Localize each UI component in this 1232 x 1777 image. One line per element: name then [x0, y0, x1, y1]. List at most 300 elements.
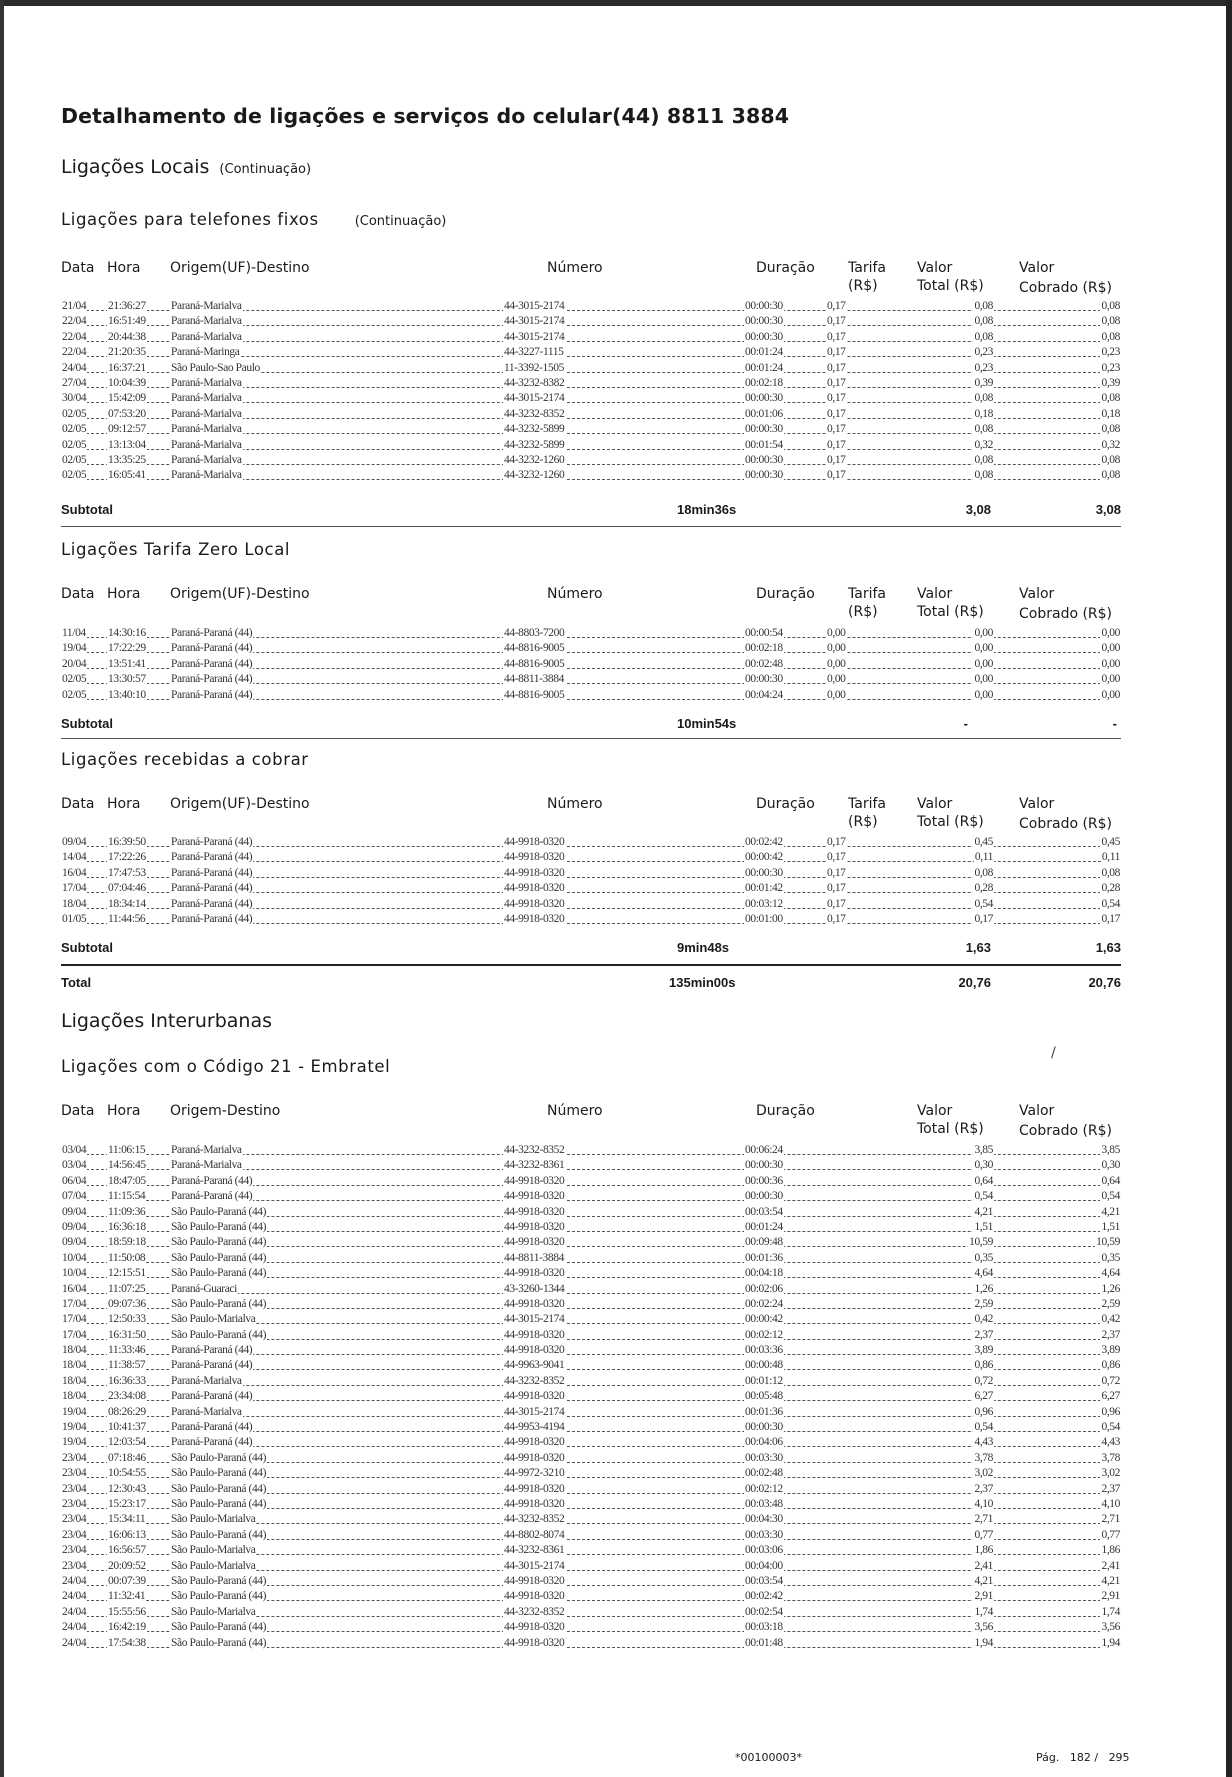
cell-numero: 44-3015-2174: [504, 315, 565, 328]
cell-valor-cobrado: 0,18: [1101, 407, 1120, 420]
cell-valor-total: 2,37: [974, 1328, 993, 1341]
cell-hora: 12:03:54: [108, 1436, 146, 1449]
table-row: [61, 1528, 1121, 1543]
cell-tarifa: 0,17: [827, 392, 846, 405]
table-row: [61, 850, 1121, 865]
table-row: [61, 626, 1121, 641]
cell-hora: 15:55:56: [108, 1605, 146, 1618]
cell-data: 02/05: [62, 407, 87, 420]
cell-origem-destino: Paraná-Marialva: [171, 1144, 242, 1156]
cell-valor-cobrado: 2,59: [1101, 1297, 1120, 1310]
table-body-tarifa-zero: [61, 626, 1121, 703]
cell-duracao: 00:00:30: [745, 1421, 783, 1434]
table-row: [61, 1158, 1121, 1173]
cell-valor-cobrado: 0,45: [1101, 836, 1120, 848]
cell-valor-cobrado: 0,28: [1101, 882, 1120, 895]
cell-origem-destino: Paraná-Marialva: [171, 330, 242, 343]
col-header-valor-cobrado: Valor: [1019, 586, 1055, 602]
document-code: *00100003*: [735, 1751, 802, 1764]
cell-numero: 44-3015-2174: [504, 1559, 565, 1572]
cell-origem-destino: Paraná-Paraná (44): [171, 912, 253, 925]
col-header-valor-total-unit: Total (R$): [917, 814, 984, 830]
cell-valor-total: 0,00: [974, 642, 993, 655]
divider-total: [61, 964, 1121, 966]
table-body-embratel: [61, 1143, 1121, 1651]
cell-hora: 11:33:46: [108, 1344, 146, 1357]
cell-duracao: 00:04:00: [745, 1559, 783, 1572]
col-header-valor-total: Valor: [917, 796, 953, 812]
cell-origem-destino: São Paulo-Paraná (44): [171, 1574, 267, 1587]
table-row: [61, 361, 1121, 376]
cell-data: 09/04: [62, 1220, 87, 1233]
col-header-tarifa: Tarifa: [848, 260, 886, 276]
cell-origem-destino: São Paulo-Paraná (44): [171, 1636, 267, 1649]
cell-data: 02/05: [62, 469, 87, 482]
cell-valor-total: 0,54: [974, 1421, 993, 1434]
cell-data: 09/04: [62, 1236, 87, 1249]
cell-hora: 07:53:20: [108, 407, 146, 420]
cell-hora: 17:22:26: [108, 851, 146, 864]
cell-valor-total: 4,10: [974, 1497, 993, 1510]
col-header-origem-destino: Origem(UF)-Destino: [170, 796, 310, 812]
cell-tarifa: 0,00: [827, 688, 846, 701]
cell-numero: 44-3232-5899: [504, 438, 565, 451]
cell-duracao: 00:03:54: [745, 1574, 783, 1587]
table-row: [61, 314, 1121, 329]
table-row: [61, 1466, 1121, 1481]
cell-duracao: 00:03:48: [745, 1497, 783, 1510]
cell-valor-total: 0,18: [974, 407, 993, 420]
cell-valor-cobrado: 3,85: [1101, 1144, 1120, 1156]
table-row: [61, 468, 1121, 483]
cell-numero: 44-3015-2174: [504, 392, 565, 405]
cell-duracao: 00:01:24: [745, 1220, 783, 1233]
cell-numero: 44-9918-0320: [504, 882, 565, 895]
table-row: [61, 330, 1121, 345]
cell-data: 11/04: [62, 627, 86, 639]
cell-duracao: 00:01:42: [745, 882, 783, 895]
cell-duracao: 00:02:12: [745, 1482, 783, 1495]
cell-origem-destino: São Paulo-Paraná (44): [171, 1297, 267, 1310]
cell-data: 23/04: [62, 1528, 87, 1541]
cell-valor-total: 3,89: [974, 1344, 993, 1357]
cell-valor-cobrado: 2,37: [1101, 1482, 1120, 1495]
table-row: [61, 657, 1121, 672]
subtotal-row-tarifa-zero: Subtotal 10min54s - -: [61, 716, 1117, 731]
table-row: [61, 299, 1121, 314]
cell-valor-cobrado: 0,08: [1101, 330, 1120, 343]
cell-data: 02/05: [62, 423, 87, 436]
table-row: [61, 391, 1121, 406]
cell-data: 23/04: [62, 1451, 87, 1464]
cell-valor-cobrado: 1,94: [1101, 1636, 1120, 1649]
cell-valor-cobrado: 0,96: [1101, 1405, 1120, 1418]
cell-duracao: 00:02:42: [745, 836, 783, 848]
cell-duracao: 00:03:30: [745, 1451, 783, 1464]
cell-duracao: 00:00:30: [745, 469, 783, 482]
cell-hora: 00:07:39: [108, 1574, 146, 1587]
col-header-data: Data: [61, 1103, 95, 1119]
table-row: [61, 641, 1121, 656]
cell-origem-destino: Paraná-Paraná (44): [171, 688, 253, 701]
cell-duracao: 00:02:48: [745, 1467, 783, 1480]
cell-hora: 15:34:11: [108, 1513, 146, 1526]
table-row: [61, 1297, 1121, 1312]
cell-numero: 44-9918-0320: [504, 1636, 565, 1649]
table-row: [61, 1343, 1121, 1358]
cell-hora: 17:22:29: [108, 642, 146, 655]
cell-valor-total: 0,23: [974, 346, 993, 359]
cell-data: 19/04: [62, 642, 87, 655]
cell-valor-total: 1,51: [974, 1220, 993, 1233]
cell-duracao: 00:00:36: [745, 1174, 783, 1187]
table-row: [61, 1405, 1121, 1420]
cell-data: 06/04: [62, 1174, 87, 1187]
cell-numero: 44-9918-0320: [504, 1174, 565, 1187]
cell-valor-total: 2,59: [974, 1297, 993, 1310]
cell-valor-total: 4,43: [974, 1436, 993, 1449]
col-header-tarifa-unit: (R$): [848, 604, 878, 620]
table-row: [61, 1636, 1121, 1651]
table-title-a-cobrar: Ligações recebidas a cobrar: [61, 750, 309, 769]
cell-tarifa: 0,17: [827, 836, 846, 848]
section-heading-interurbanas: Ligações Interurbanas: [61, 1010, 273, 1032]
cell-origem-destino: Paraná-Marialva: [171, 423, 242, 436]
table-row: [61, 376, 1121, 391]
cell-data: 17/04: [62, 1297, 87, 1310]
cell-hora: 11:09:36: [108, 1205, 146, 1218]
table-row: [61, 912, 1121, 927]
cell-valor-cobrado: 3,89: [1101, 1344, 1120, 1357]
cell-data: 19/04: [62, 1405, 87, 1418]
cell-numero: 44-8811-3884: [504, 1251, 564, 1264]
cell-numero: 44-9918-0320: [504, 1220, 565, 1233]
cell-numero: 44-9918-0320: [504, 1328, 565, 1341]
cell-valor-total: 0,32: [974, 438, 993, 451]
cell-numero: 44-9918-0320: [504, 851, 565, 864]
cell-valor-total: 0,00: [974, 688, 993, 701]
cell-tarifa: 0,17: [827, 361, 846, 374]
table-row: [61, 1620, 1121, 1635]
cell-origem-destino: Paraná-Paraná (44): [171, 851, 253, 864]
cell-hora: 13:40:10: [108, 688, 146, 701]
cell-valor-total: 0,30: [974, 1159, 993, 1172]
cell-numero: 44-9918-0320: [504, 1205, 565, 1218]
cell-duracao: 00:01:12: [745, 1374, 783, 1387]
cell-valor-total: 0,54: [974, 897, 993, 910]
cell-origem-destino: Paraná-Marialva: [171, 438, 242, 451]
col-header-numero: Número: [547, 586, 603, 602]
col-header-hora: Hora: [107, 1103, 141, 1119]
col-header-valor-cobrado: Valor: [1019, 260, 1055, 276]
table-header: [61, 796, 1121, 836]
cell-origem-destino: São Paulo-Paraná (44): [171, 1451, 267, 1464]
cell-tarifa: 0,17: [827, 882, 846, 895]
cell-valor-total: 0,08: [974, 453, 993, 466]
cell-duracao: 00:01:48: [745, 1636, 783, 1649]
cell-numero: 44-9918-0320: [504, 1190, 565, 1203]
cell-duracao: 00:01:54: [745, 438, 783, 451]
table-row: [61, 835, 1121, 850]
cell-duracao: 00:00:30: [745, 315, 783, 328]
cell-valor-cobrado: 0,08: [1101, 453, 1120, 466]
cell-data: 18/04: [62, 897, 87, 910]
cell-data: 10/04: [62, 1251, 87, 1264]
cell-valor-cobrado: 2,37: [1101, 1328, 1120, 1341]
pen-mark: /: [1051, 1045, 1056, 1061]
cell-valor-cobrado: 1,74: [1101, 1605, 1120, 1618]
cell-duracao: 00:00:30: [745, 453, 783, 466]
cell-duracao: 00:02:18: [745, 376, 783, 389]
table-row: [61, 1451, 1121, 1466]
cell-origem-destino: São Paulo-Marialva: [171, 1313, 256, 1326]
subtotal-row-fixos: Subtotal 18min36s 3,08 3,08: [61, 502, 1121, 517]
cell-valor-cobrado: 0,00: [1101, 657, 1120, 670]
cell-tarifa: 0,17: [827, 438, 846, 451]
cell-tarifa: 0,17: [827, 346, 846, 359]
col-header-data: Data: [61, 586, 95, 602]
cell-tarifa: 0,17: [827, 300, 846, 312]
cell-origem-destino: Paraná-Paraná (44): [171, 866, 253, 879]
cell-data: 24/04: [62, 361, 87, 374]
cell-numero: 43-3260-1344: [504, 1282, 565, 1295]
cell-origem-destino: São Paulo-Paraná (44): [171, 1251, 267, 1264]
cell-numero: 44-9918-0320: [504, 1390, 565, 1403]
col-header-valor-total: Valor: [917, 260, 953, 276]
cell-origem-destino: São Paulo-Sao Paulo: [171, 361, 260, 374]
cell-hora: 18:59:18: [108, 1236, 146, 1249]
cell-tarifa: 0,17: [827, 407, 846, 420]
cell-valor-cobrado: 4,21: [1101, 1205, 1120, 1218]
cell-data: 23/04: [62, 1559, 87, 1572]
cell-hora: 13:30:57: [108, 673, 146, 686]
cell-valor-cobrado: 0,08: [1101, 300, 1120, 312]
cell-numero: 44-9918-0320: [504, 912, 565, 925]
col-header-numero: Número: [547, 260, 603, 276]
table-row: [61, 1389, 1121, 1404]
cell-valor-total: 2,91: [974, 1590, 993, 1603]
cell-hora: 14:30:16: [108, 627, 146, 639]
cell-origem-destino: Paraná-Paraná (44): [171, 1174, 253, 1187]
cell-valor-cobrado: 0,42: [1101, 1313, 1120, 1326]
cell-hora: 12:30:43: [108, 1482, 146, 1495]
cell-hora: 08:26:29: [108, 1405, 146, 1418]
cell-hora: 12:50:33: [108, 1313, 146, 1326]
cell-hora: 17:54:38: [108, 1636, 146, 1649]
cell-numero: 44-9918-0320: [504, 1344, 565, 1357]
cell-duracao: 00:06:24: [745, 1144, 783, 1156]
table-row: [61, 1543, 1121, 1558]
table-row: [61, 1205, 1121, 1220]
cell-valor-total: 4,21: [974, 1574, 993, 1587]
table-title-tarifa-zero: Ligações Tarifa Zero Local: [61, 540, 291, 559]
cell-duracao: 00:00:30: [745, 423, 783, 436]
col-header-tarifa: Tarifa: [848, 796, 886, 812]
cell-valor-total: 0,08: [974, 866, 993, 879]
cell-duracao: 00:02:12: [745, 1328, 783, 1341]
cell-valor-cobrado: 0,64: [1101, 1174, 1120, 1187]
table-row: [61, 881, 1121, 896]
cell-hora: 13:13:04: [108, 438, 146, 451]
cell-hora: 16:36:18: [108, 1220, 146, 1233]
cell-data: 19/04: [62, 1436, 87, 1449]
cell-duracao: 00:02:24: [745, 1297, 783, 1310]
cell-hora: 11:06:15: [108, 1144, 146, 1156]
table-header: [61, 586, 1121, 626]
col-header-duracao: Duração: [756, 796, 815, 812]
cell-valor-cobrado: 2,71: [1101, 1513, 1120, 1526]
table-row: [61, 1266, 1121, 1281]
cell-duracao: 00:02:06: [745, 1282, 783, 1295]
cell-valor-total: 0,00: [974, 673, 993, 686]
cell-valor-cobrado: 0,72: [1101, 1374, 1120, 1387]
cell-origem-destino: São Paulo-Marialva: [171, 1559, 256, 1572]
cell-numero: 44-9918-0320: [504, 1590, 565, 1603]
cell-data: 03/04: [62, 1159, 87, 1172]
cell-duracao: 00:02:18: [745, 642, 783, 655]
cell-hora: 12:15:51: [108, 1267, 146, 1280]
cell-origem-destino: Paraná-Paraná (44): [171, 1436, 253, 1449]
cell-valor-total: 0,08: [974, 300, 993, 312]
cell-valor-cobrado: 0,08: [1101, 423, 1120, 436]
cell-data: 17/04: [62, 1328, 87, 1341]
cell-origem-destino: Paraná-Paraná (44): [171, 1359, 253, 1372]
cell-tarifa: 0,17: [827, 851, 846, 864]
cell-valor-cobrado: 0,17: [1101, 912, 1120, 925]
cell-numero: 44-9953-4194: [504, 1421, 565, 1434]
cell-tarifa: 0,17: [827, 423, 846, 436]
cell-hora: 18:34:14: [108, 897, 146, 910]
table-body-fixos: [61, 299, 1121, 484]
table-row: [61, 453, 1121, 468]
cell-valor-cobrado: 10,59: [1096, 1236, 1120, 1249]
cell-origem-destino: São Paulo-Paraná (44): [171, 1497, 267, 1510]
cell-data: 09/04: [62, 1205, 87, 1218]
cell-valor-cobrado: 0,00: [1101, 673, 1120, 686]
cell-hora: 18:47:05: [108, 1174, 146, 1187]
cell-hora: 11:50:08: [108, 1251, 146, 1264]
table-row: [61, 1420, 1121, 1435]
cell-data: 23/04: [62, 1544, 87, 1557]
cell-origem-destino: São Paulo-Paraná (44): [171, 1328, 267, 1341]
cell-valor-total: 0,00: [974, 627, 993, 639]
cell-data: 17/04: [62, 882, 87, 895]
table-row: [61, 1574, 1121, 1589]
cell-numero: 44-8811-3884: [504, 673, 564, 686]
table-body-a-cobrar: [61, 835, 1121, 927]
cell-hora: 15:42:09: [108, 392, 146, 405]
cell-valor-total: 2,71: [974, 1513, 993, 1526]
table-row: [61, 1312, 1121, 1327]
cell-duracao: 00:00:30: [745, 392, 783, 405]
table-row: [61, 407, 1121, 422]
cell-data: 24/04: [62, 1590, 87, 1603]
cell-valor-total: 2,37: [974, 1482, 993, 1495]
scan-left-edge: [0, 0, 4, 1777]
cell-hora: 16:56:57: [108, 1544, 146, 1557]
cell-tarifa: 0,17: [827, 315, 846, 328]
cell-valor-total: 6,27: [974, 1390, 993, 1403]
cell-data: 16/04: [62, 866, 87, 879]
cell-hora: 20:44:38: [108, 330, 146, 343]
cell-valor-total: 10,59: [969, 1236, 993, 1249]
cell-origem-destino: Paraná-Paraná (44): [171, 642, 253, 655]
cell-numero: 44-3232-8361: [504, 1544, 565, 1557]
cell-valor-cobrado: 6,27: [1101, 1390, 1120, 1403]
cell-valor-cobrado: 3,02: [1101, 1467, 1120, 1480]
cell-origem-destino: Paraná-Marialva: [171, 392, 242, 405]
cell-data: 03/04: [62, 1144, 87, 1156]
cell-data: 02/05: [62, 453, 87, 466]
cell-duracao: 00:03:54: [745, 1205, 783, 1218]
table-row: [61, 1482, 1121, 1497]
cell-valor-total: 0,86: [974, 1359, 993, 1372]
cell-origem-destino: Paraná-Paraná (44): [171, 1390, 253, 1403]
cell-duracao: 00:03:12: [745, 897, 783, 910]
cell-numero: 44-9918-0320: [504, 1236, 565, 1249]
divider: [61, 738, 1121, 739]
cell-hora: 11:38:57: [108, 1359, 146, 1372]
cell-valor-cobrado: 0,35: [1101, 1251, 1120, 1264]
cell-data: 21/04: [62, 300, 87, 312]
col-header-valor-total-unit: Total (R$): [917, 1121, 984, 1137]
cell-hora: 23:34:08: [108, 1390, 146, 1403]
cell-duracao: 00:00:30: [745, 330, 783, 343]
cell-data: 22/04: [62, 315, 87, 328]
cell-valor-total: 0,23: [974, 361, 993, 374]
cell-tarifa: 0,17: [827, 912, 846, 925]
cell-origem-destino: São Paulo-Marialva: [171, 1605, 256, 1618]
page-title: Detalhamento de ligações e serviços do celular(44) 8811 3884: [61, 104, 790, 128]
cell-numero: 44-9918-0320: [504, 866, 565, 879]
cell-origem-destino: Paraná-Marialva: [171, 1374, 242, 1387]
cell-valor-cobrado: 0,08: [1101, 469, 1120, 482]
table-row: [61, 1220, 1121, 1235]
col-header-hora: Hora: [107, 796, 141, 812]
cell-numero: 44-9918-0320: [504, 1451, 565, 1464]
cell-data: 24/04: [62, 1621, 87, 1634]
cell-valor-cobrado: 3,78: [1101, 1451, 1120, 1464]
cell-duracao: 00:00:42: [745, 1313, 783, 1326]
col-header-origem-destino: Origem(UF)-Destino: [170, 586, 310, 602]
table-header: [61, 260, 1121, 300]
cell-data: 19/04: [62, 1421, 87, 1434]
cell-valor-cobrado: 0,86: [1101, 1359, 1120, 1372]
cell-origem-destino: Paraná-Marialva: [171, 1405, 242, 1418]
table-row: [61, 1282, 1121, 1297]
cell-data: 18/04: [62, 1390, 87, 1403]
divider: [61, 526, 1121, 527]
cell-duracao: 00:00:48: [745, 1359, 783, 1372]
scan-top-edge: [0, 0, 1232, 6]
cell-duracao: 00:01:24: [745, 361, 783, 374]
col-header-valor-cobrado-unit: Cobrado (R$): [1019, 280, 1113, 296]
cell-hora: 13:51:41: [108, 657, 146, 670]
cell-data: 07/04: [62, 1190, 87, 1203]
cell-numero: 44-9918-0320: [504, 897, 565, 910]
cell-duracao: 00:01:00: [745, 912, 783, 925]
cell-duracao: 00:00:30: [745, 1159, 783, 1172]
cell-tarifa: 0,17: [827, 897, 846, 910]
cell-valor-cobrado: 0,00: [1101, 688, 1120, 701]
cell-duracao: 00:02:48: [745, 657, 783, 670]
cell-origem-destino: Paraná-Paraná (44): [171, 1190, 253, 1203]
cell-data: 23/04: [62, 1497, 87, 1510]
cell-valor-total: 0,08: [974, 315, 993, 328]
col-header-hora: Hora: [107, 260, 141, 276]
cell-data: 01/05: [62, 912, 87, 925]
cell-hora: 11:07:25: [108, 1282, 146, 1295]
